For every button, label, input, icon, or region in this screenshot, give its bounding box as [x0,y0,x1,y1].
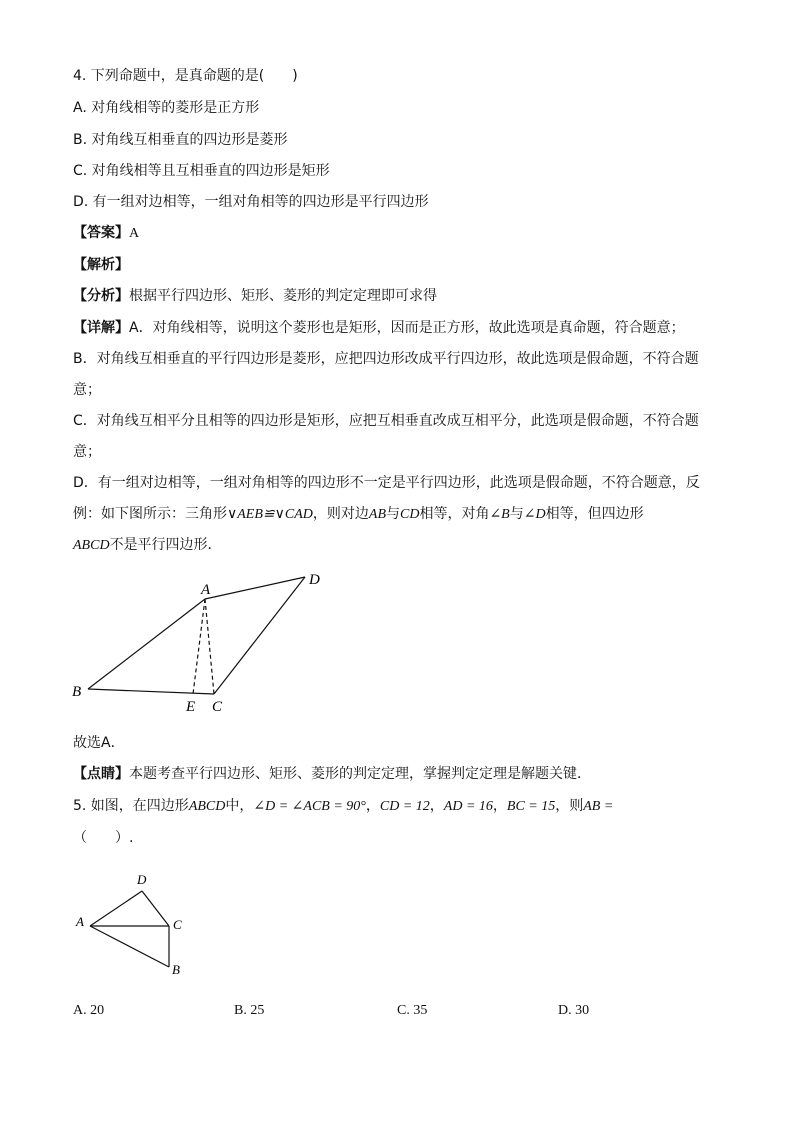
q4-dianjing: 【点睛】本题考查平行四边形、矩形、菱形的判定定理，掌握判定定理是解题关键． [73,766,591,782]
math-congruence: ∨AEB≌∨CAD [227,507,313,522]
q4-xiangjie-c1: C．对角线互相平分且相等的四边形是矩形，应把互相垂直改成互相平分，此选项是假命题，不符合题 [73,413,699,429]
label-B: B [172,962,180,977]
label-C: C [212,699,223,715]
q4-stem: 4. 下列命题中，是真命题的是( ) [73,68,298,84]
label-A: A [201,582,211,598]
q4-xiangjie-d1: D．有一组对边相等，一组对角相等的四边形不一定是平行四边形，此选项是假命题，不符合题意，反 [73,475,700,491]
label-C: C [173,917,182,932]
label-A: A [76,914,84,929]
seg-BC [88,689,214,694]
q4-answer [73,223,139,244]
seg-AC-dashed [205,599,214,694]
q5-option-c: C. 35 [397,1003,428,1018]
q5-stem: 5. 如图，在四边形ABCD中，∠D = ∠ACB = 90°，CD = 12，AD = 16，BC = 15，则AB = [73,798,614,814]
xiangjie-label: 【详解】 [73,320,129,336]
seg-BA [88,599,205,689]
q4-fenxi [73,286,437,306]
seg-AE-dashed [193,599,205,694]
q4-option-a: A. 对角线相等的菱形是正方形 [73,100,260,116]
q4-xiangjie-b1: B．对角线互相垂直的平行四边形是菱形，应把四边形改成平行四边形，故此选项是假命题，不符合题 [73,351,699,367]
dianjing-label: 【点睛】 [73,766,129,782]
answer-value: A [129,226,140,241]
answer-label: 【答案】 [73,225,129,241]
q4-option-b: B. 对角线互相垂直的四边形是菱形 [73,132,288,148]
q4-xiangjie-d2: 例：如下图所示：三角形∨AEB≌∨CAD，则对边AB与CD相等，对角∠B与∠D相等，但四边形 [73,506,644,522]
q4-xiangjie-b2: 意； [73,382,101,398]
q5-stem-line2: （ ）. [73,830,134,846]
q4-counterexample-figure [60,565,350,720]
q4-jiexi-label: 【解析】 [73,257,129,273]
seg-AB [90,926,169,967]
q5-option-a: A. 20 [73,1003,105,1018]
seg-AD [90,891,142,926]
q5-quadrilateral-figure [70,868,200,980]
q4-option-d: D. 有一组对边相等，一组对角相等的四边形是平行四边形 [73,194,429,210]
fenxi-text: 根据平行四边形、矩形、菱形的判定定理即可求得 [129,288,437,304]
q5-option-b: B. 25 [234,1003,265,1018]
label-D: D [309,572,320,588]
q4-xiangjie-a: 【详解】A．对角线相等，说明这个菱形也是矩形，因而是正方形，故此选项是真命题，符合题意； [73,320,685,336]
seg-DC [142,891,169,926]
q4-conclusion: 故选A． [73,735,125,751]
label-E: E [186,699,196,715]
label-B: B [72,684,82,700]
q5-option-d: D. 30 [558,1003,590,1018]
q4-option-c: C. 对角线相等且互相垂直的四边形是矩形 [73,163,330,179]
label-D: D [137,872,147,887]
q4-xiangjie-d3: ABCD不是平行四边形． [73,537,222,553]
fenxi-label: 【分析】 [73,288,129,304]
q4-xiangjie-c2: 意； [73,444,101,460]
